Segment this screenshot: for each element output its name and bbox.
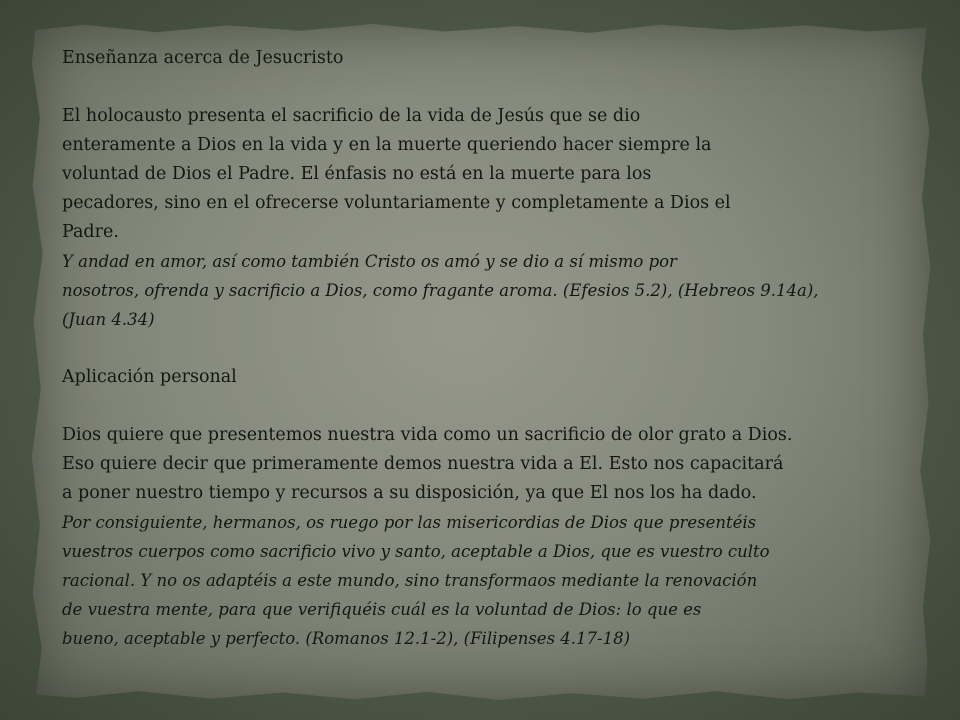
- section1-heading: Enseñanza acerca de Jesucristo: [62, 48, 344, 68]
- section1-quote-line: (Juan 4.34): [62, 310, 155, 329]
- spacer: [62, 392, 912, 421]
- spacer: [62, 334, 912, 363]
- section2-body-line: a poner nuestro tiempo y recursos a su disposición, ya que El nos los ha dado.: [62, 483, 757, 503]
- section2-quote-line: vuestros cuerpos como sacrificio vivo y santo, aceptable a Dios, que es vuestro culto: [62, 542, 770, 561]
- section2-quote-line: de vuestra mente, para que verifiquéis cuál es la voluntad de Dios: lo que es: [62, 600, 702, 619]
- section1-body-line: El holocausto presenta el sacrificio de la vida de Jesús que se dio: [62, 106, 641, 126]
- spacer: [62, 73, 912, 102]
- section1-body-line: pecadores, sino en el ofrecerse voluntariamente y completamente a Dios el: [62, 193, 731, 213]
- slide-text: [62, 44, 912, 653]
- section1-quote-line: nosotros, ofrenda y sacrificio a Dios, como fragante aroma. (Efesios 5.2), (Hebreos 9.14a),: [62, 281, 819, 300]
- section1-quote-line: Y andad en amor, así como también Cristo os amó y se dio a sí mismo por: [62, 252, 677, 271]
- section2-quote-line: bueno, aceptable y perfecto. (Romanos 12.1-2), (Filipenses 4.17-18): [62, 629, 631, 648]
- section2-body-line: Eso quiere decir que primeramente demos nuestra vida a El. Esto nos capacitará: [62, 454, 784, 474]
- section1-body-line: enteramente a Dios en la vida y en la muerte queriendo hacer siempre la: [62, 135, 712, 155]
- section2-heading: Aplicación personal: [62, 367, 237, 387]
- section1-body-line: voluntad de Dios el Padre. El énfasis no está en la muerte para los: [62, 164, 652, 184]
- section2-body-line: Dios quiere que presentemos nuestra vida como un sacrificio de olor grato a Dios.: [62, 425, 793, 445]
- section2-quote-line: racional. Y no os adaptéis a este mundo, sino transformaos mediante la renovación: [62, 571, 758, 590]
- section2-quote-line: Por consiguiente, hermanos, os ruego por las misericordias de Dios que presentéis: [62, 513, 757, 532]
- section1-body-line: Padre.: [62, 222, 119, 242]
